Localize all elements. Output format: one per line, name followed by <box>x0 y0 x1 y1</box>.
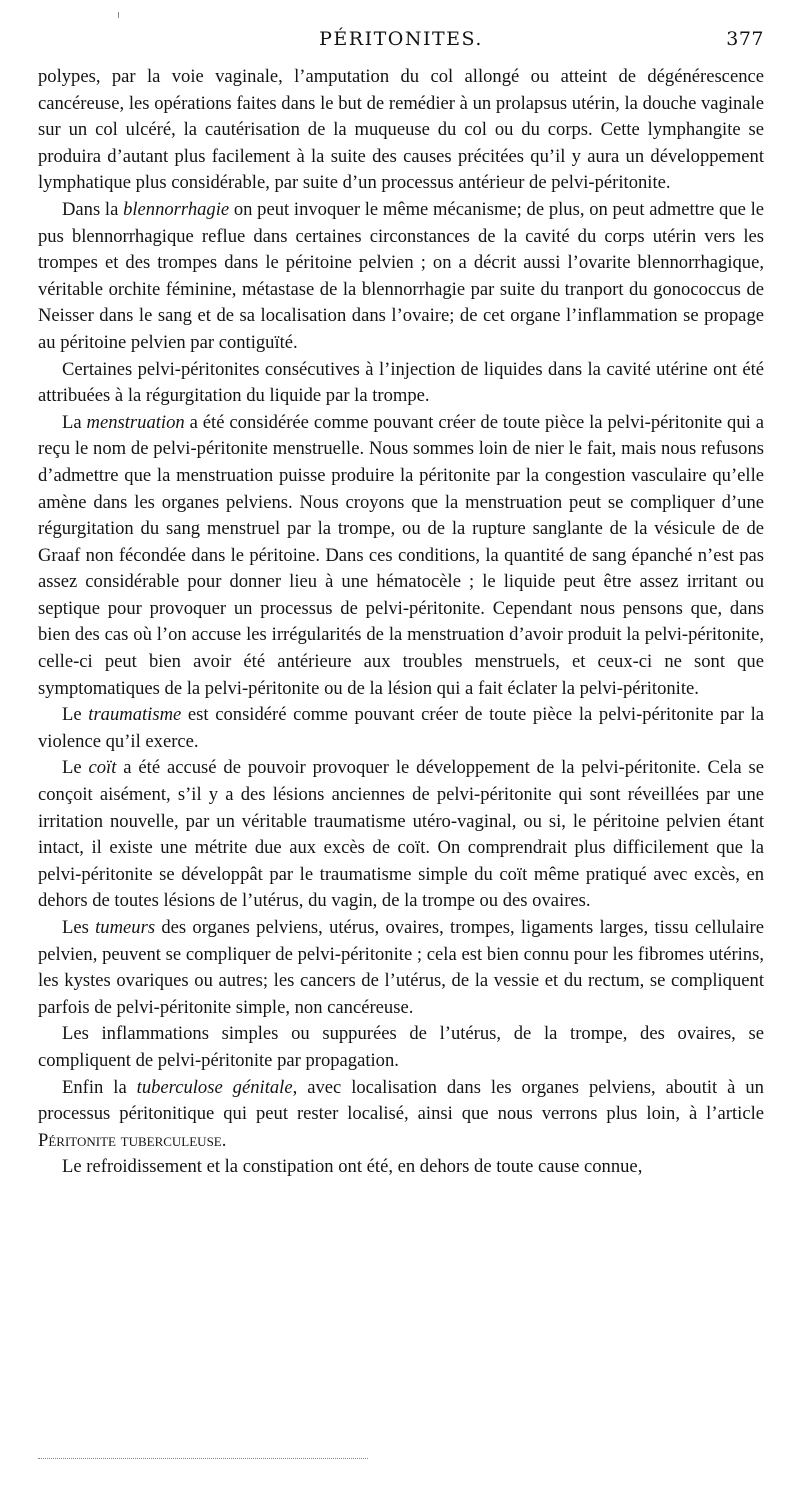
italic-term: tumeurs <box>95 917 156 938</box>
text-run: polypes, par la voie vaginale, l’amputation du col allongé ou atteint de dégénérescence cancéreuse, les opérations faites dans le but de remédier à un prolapsus utérin, la douche vaginale sur un col ulcéré, la cautérisation de la muqueuse du col ou du corps. Cette lymphangite se produira d’autant plus facilement à la suite des causes précitées qu’il y aura un développement lymphatique plus considérable, par suite d’un processus antérieur de pelvi-péritonite. <box>38 66 764 194</box>
text-run: a été considérée comme pouvant créer de toute pièce la pelvi-péritonite qui a reçu le nom de pelvi-péritonite menstruelle. Nous sommes loin de nier le fait, mais nous refusons d’admettre que la menstruation puisse produire la péritonite par la congestion vasculaire qu’elle amène dans les organes pelviens. Nous croyons que la menstruation peut se compliquer d’une régurgitation du sang menstruel par la trompe, ou de la rupture sanglante de la vésicule de de Graaf non fécondée dans le péritoine. Dans ces conditions, la quantité de sang épanché n’est pas assez considérable pour donner lieu à une hématocèle ; le liquide peut être assez irritant ou septique pour provoquer un processus de pelvi-péritonite. Cependant nous pensons que, dans bien des cas où l’on accuse les irrégularités de la menstruation d’avoir produit la pelvi-péritonite, celle-ci peut bien avoir été antérieure aux troubles menstruels, et ceux-ci ne sont que symptomatiques de la pelvi-péritonite ou de la lésion qui a fait éclater la pelvi-péritonite. <box>38 411 764 699</box>
italic-term: blennorrhagie <box>123 198 230 220</box>
text-run: . <box>221 1129 227 1151</box>
paragraph <box>38 410 764 703</box>
page-number: 377 <box>726 28 764 50</box>
text-run: Le <box>62 704 89 726</box>
text-run: , avec localisation dans les organes pelviens, aboutit à un processus péritonitique qui peut rester localisé, ainsi que nous verrons plus loin, à l’article <box>38 1076 764 1125</box>
italic-term: coït <box>88 757 117 779</box>
scan-mark <box>118 12 119 18</box>
paragraph <box>38 1075 764 1155</box>
paragraph <box>38 197 764 357</box>
text-run: Enfin la <box>62 1076 137 1098</box>
paragraph <box>38 64 764 197</box>
running-title: PÉRITONITES. <box>319 28 483 50</box>
text-run: est considéré comme pouvant créer de toute pièce la pelvi-péritonite par la violence qu’il exerce. <box>38 704 764 752</box>
text-run: Le <box>62 757 89 779</box>
body-text <box>38 64 764 1181</box>
smallcaps-reference: Péritonite tuberculeuse <box>38 1129 222 1151</box>
paragraph <box>38 702 764 755</box>
text-run: Les <box>62 917 96 938</box>
text-run: Le refroidissement et la constipation ont été, en dehors de toute cause connue, <box>62 1156 643 1178</box>
text-run: La <box>62 411 87 433</box>
italic-term: traumatisme <box>88 704 182 726</box>
paragraph <box>38 915 764 1021</box>
text-run: des organes pelviens, utérus, ovaires, trompes, ligaments larges, tissu cellulaire pelvien, peuvent se compliquer de pelvi-péritonite ; cela est bien connu pour les fibromes utérins, les kystes ovariques ou autres; les cancers de l’utérus, de la vessie et du rectum, se compliquent parfois de pelvi-péritonite simple, non cancéreuse. <box>38 917 765 1018</box>
running-header <box>38 28 764 58</box>
paragraph <box>38 1021 764 1074</box>
text-run: Dans la <box>62 198 124 220</box>
text-run: on peut invoquer le même mécanisme; de plus, on peut admettre que le pus blennorrhagique reflue dans certaines circonstances de la cavité du corps utérin vers les trompes et des trompes dans le péritoine pelvien ; on a décrit aussi l’ovarite blennorrhagique, véritable orchite féminine, métastase de la blennorrhagie par suite du tranport du gonococcus de Neisser dans le sang et de sa localisation dans l’ovaire; de cet organe l’inflammation se propage au péritoine pelvien par contiguïté. <box>38 198 764 353</box>
paragraph <box>38 357 764 410</box>
italic-term: tuberculose génitale <box>136 1076 293 1098</box>
footer-rule <box>38 1458 368 1459</box>
text-run: Les inflammations simples ou suppurées de l’utérus, de la trompe, des ovaires, se compliquent de pelvi-péritonite par propagation. <box>38 1023 764 1071</box>
italic-term: menstruation <box>86 411 185 433</box>
text-run: Certaines pelvi-péritonites consécutives à l’injection de liquides dans la cavité utérine ont été attribuées à la régurgitation du liquide par la trompe. <box>38 358 764 407</box>
paragraph <box>38 1154 764 1181</box>
text-run: a été accusé de pouvoir provoquer le développement de la pelvi-péritonite. Cela se conçoit aisément, s’il y a des lésions anciennes de pelvi-péritonite qui sont réveillées par une irritation nouvelle, par un véritable traumatisme utéro-vaginal, ou si, le péritoine pelvien étant intact, il existe une métrite due aux excès de coït. On comprendrait plus difficilement que la pelvi-péritonite se développât par le traumatisme simple du coït même pratiqué avec excès, en dehors de toutes lésions de l’utérus, du vagin, de la trompe ou des ovaires. <box>38 757 764 912</box>
paragraph <box>38 755 764 915</box>
